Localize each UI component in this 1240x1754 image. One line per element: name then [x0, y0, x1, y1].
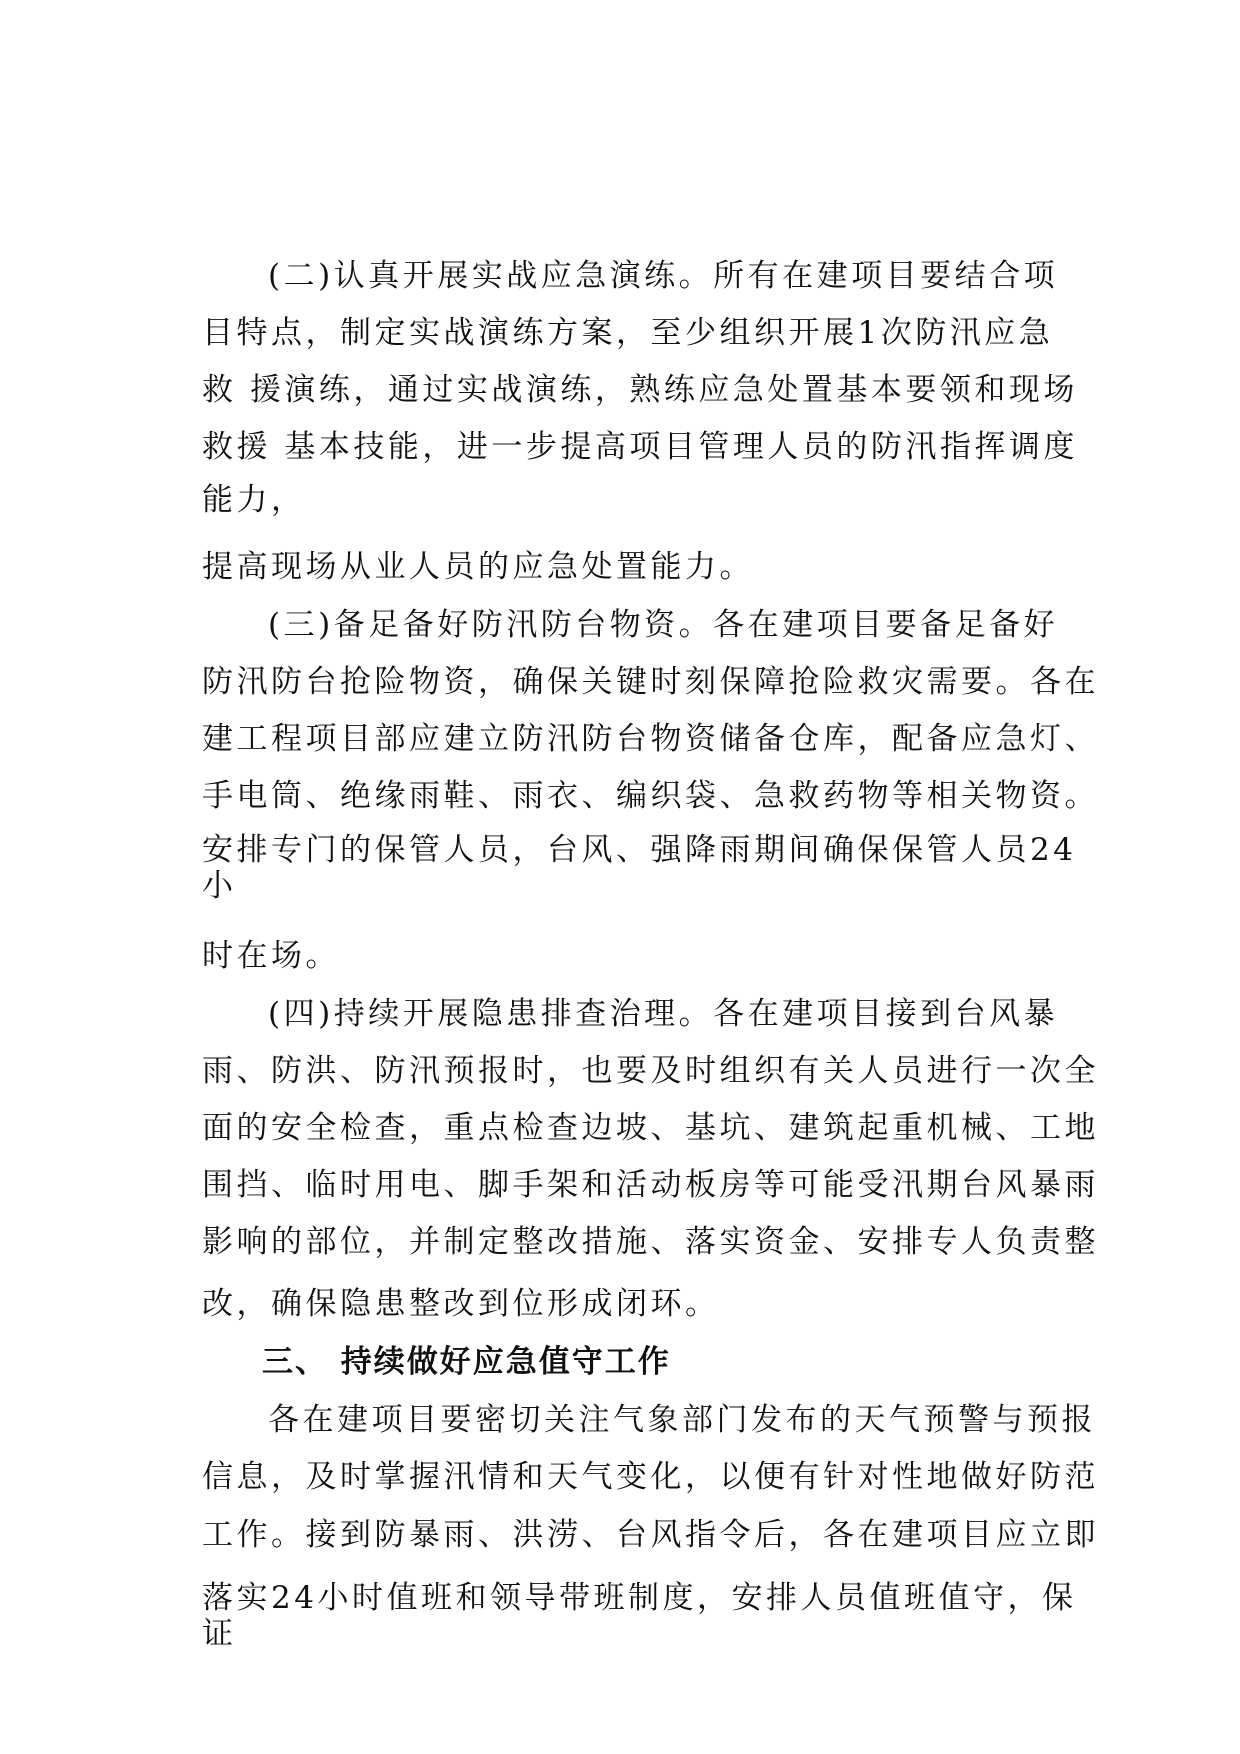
paragraph-4-line-1: (四)持续开展隐患排查治理。各在建项目接到台风暴 — [268, 996, 1059, 1032]
paragraph-2-line-3: 救 援演练，通过实战演练，熟练应急处置基本要领和现场 — [202, 372, 1078, 408]
paragraph-3-line-3: 建工程项目部应建立防汛防台物资储备仓库，配备应急灯、 — [202, 721, 1099, 757]
paragraph-2-line-4: 救援 基本技能，进一步提高项目管理人员的防汛指挥调度 — [202, 429, 1078, 465]
paragraph-2-line-1: (二)认真开展实战应急演练。所有在建项目要结合项 — [268, 258, 1059, 294]
paragraph-3-line-5: 安排专门的保管人员，台风、强降雨期间确保保管人员24 — [202, 832, 1077, 868]
paragraph-2-line-6: 提高现场从业人员的应急处置能力。 — [202, 549, 754, 585]
paragraph-2-line-2: 目特点，制定实战演练方案，至少组织开展1次防汛应急 — [202, 315, 1054, 351]
paragraph-2-line-5: 能力， — [202, 482, 306, 518]
paragraph-3-line-6: 小 — [202, 868, 237, 904]
paragraph-5-line-2: 信息，及时掌握汛情和天气变化，以便有针对性地做好防范 — [202, 1459, 1099, 1495]
paragraph-5-line-1: 各在建项目要密切关注气象部门发布的天气预警与预报 — [268, 1402, 1096, 1438]
section-heading: 三、 持续做好应急值守工作 — [262, 1344, 671, 1380]
paragraph-3-line-1: (三)备足备好防汛防台物资。各在建项目要备足备好 — [268, 607, 1059, 643]
paragraph-4-line-4: 围挡、临时用电、脚手架和活动板房等可能受汛期台风暴雨 — [202, 1167, 1099, 1203]
paragraph-5-line-4: 落实24小时值班和领导带班制度，安排人员值班值守，保 — [202, 1580, 1077, 1616]
paragraph-5-line-3: 工作。接到防暴雨、洪涝、台风指令后，各在建项目应立即 — [202, 1517, 1099, 1553]
paragraph-4-line-2: 雨、防洪、防汛预报时，也要及时组织有关人员进行一次全 — [202, 1053, 1099, 1089]
paragraph-4-line-3: 面的安全检查，重点检查边坡、基坑、建筑起重机械、工地 — [202, 1110, 1099, 1146]
paragraph-3-line-4: 手电筒、绝缘雨鞋、雨衣、编织袋、急救药物等相关物资。 — [202, 778, 1099, 814]
paragraph-4-line-5: 影响的部位，并制定整改措施、落实资金、安排专人负责整 — [202, 1224, 1099, 1260]
paragraph-5-line-5: 证 — [202, 1616, 237, 1652]
paragraph-4-line-6: 改，确保隐患整改到位形成闭环。 — [202, 1286, 720, 1322]
paragraph-3-line-2: 防汛防台抢险物资，确保关键时刻保障抢险救灾需要。各在 — [202, 664, 1099, 700]
paragraph-3-line-7: 时在场。 — [202, 938, 340, 974]
